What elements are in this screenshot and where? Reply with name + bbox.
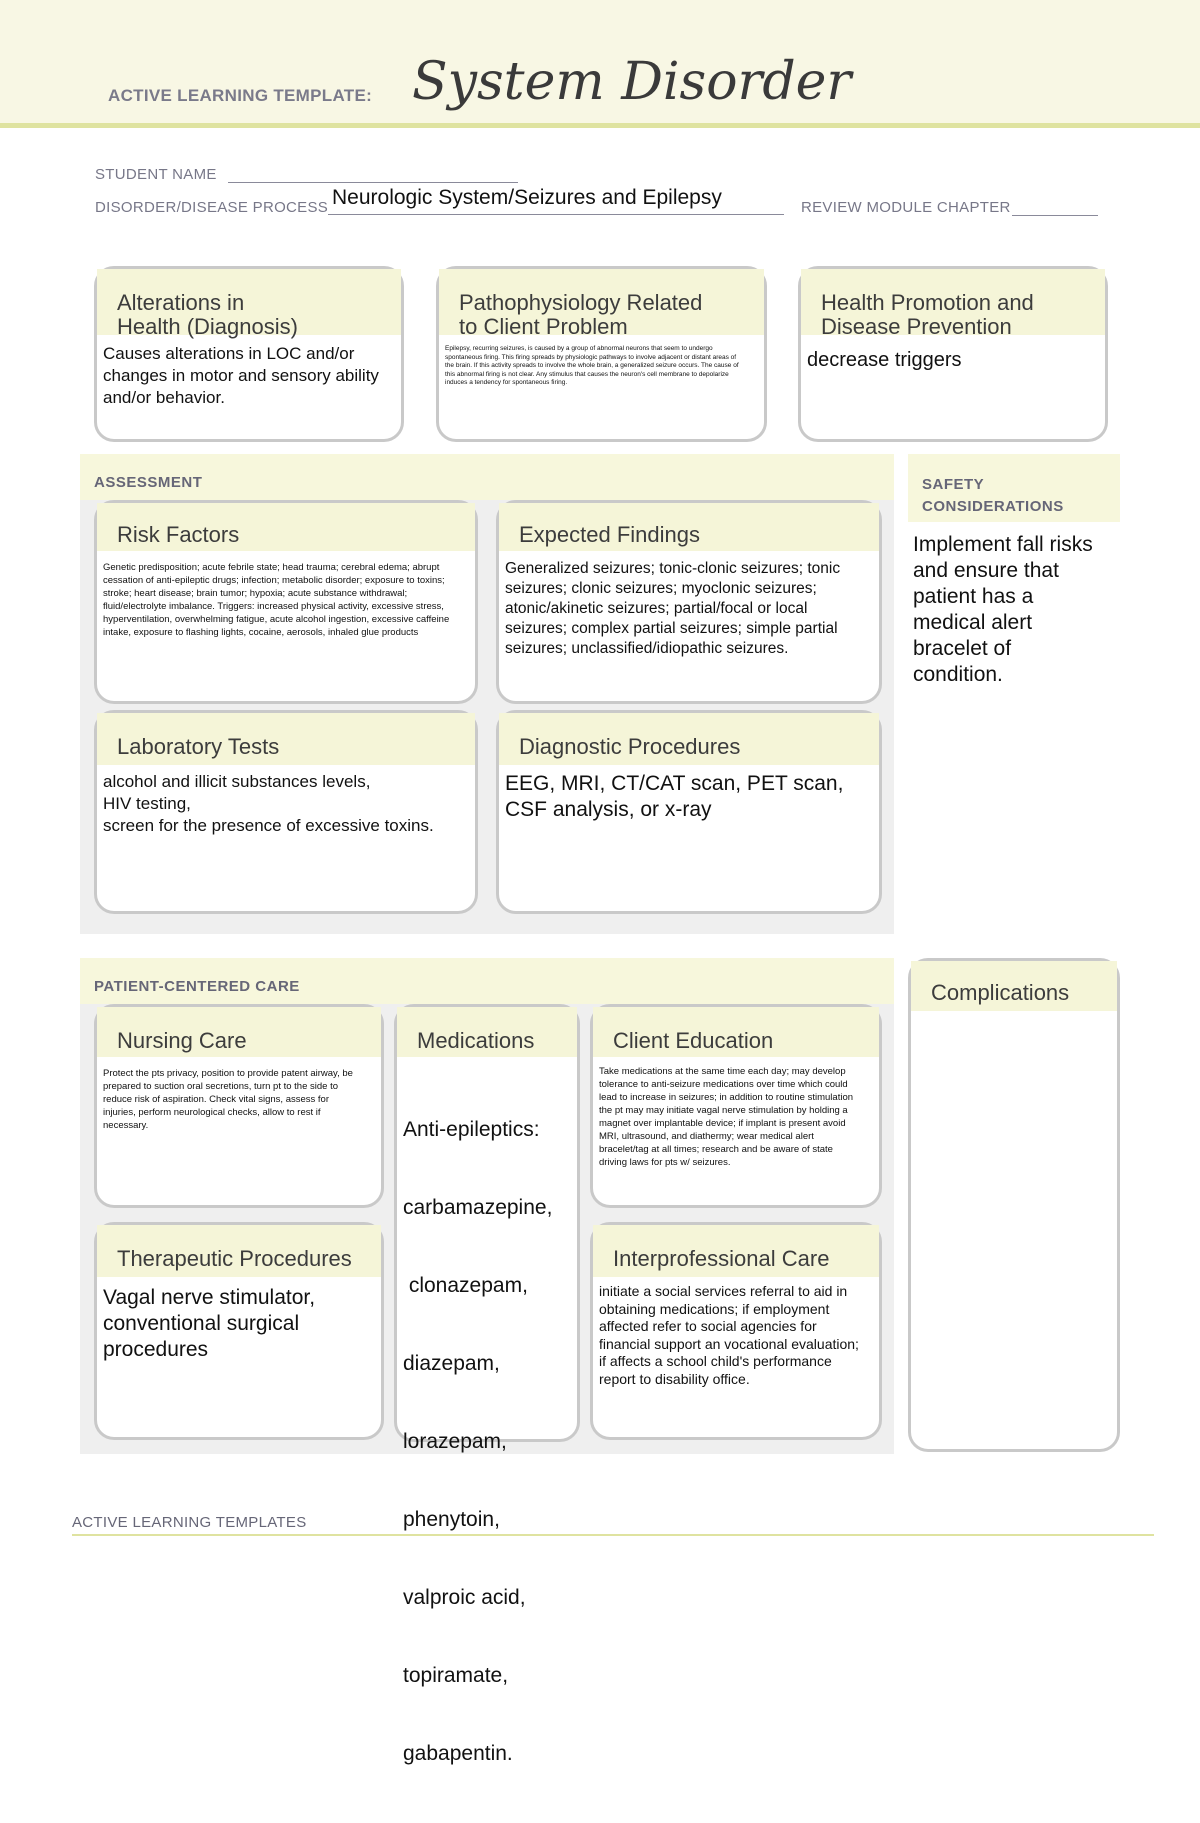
assessment-label: ASSESSMENT [94,474,203,491]
therapeutic-procedures-title: Therapeutic Procedures [97,1225,381,1277]
safety-body [908,522,1120,934]
alterations-title-line1: Alterations in [117,290,245,315]
health-promotion-header [801,269,1105,339]
medications-box [394,1004,580,1765]
expected-findings-box [496,500,882,704]
diagnostic-procedures-content[interactable]: EEG, MRI, CT/CAT scan, PET scan, CSF analysis, or x-ray [505,772,844,821]
patient-care-label: PATIENT-CENTERED CARE [94,978,300,995]
assessment-band [80,454,894,500]
medications-list[interactable] [397,1057,577,1823]
health-promotion-title-line2: Disease Prevention [821,314,1012,339]
complications-content[interactable] [911,1011,1117,1019]
complications-title: Complications [911,961,1117,1011]
laboratory-tests-title: Laboratory Tests [97,713,475,765]
medication-item: diazepam, [403,1352,500,1375]
student-name-field[interactable] [228,166,518,183]
lab-test-line: HIV testing, [103,794,191,813]
patient-care-band [80,958,894,1004]
alterations-header [97,269,401,339]
health-promotion-box [798,266,1108,442]
medication-item: Anti-epileptics: [403,1118,540,1141]
risk-factors-box [94,500,478,704]
safety-band [908,454,1120,522]
complications-box [908,958,1120,1452]
disorder-label: DISORDER/DISEASE PROCESS [95,199,329,216]
health-promotion-title-line1: Health Promotion and [821,290,1034,315]
interprofessional-care-content[interactable]: initiate a social services referral to aid in obtaining medications; if employment affected refer to social agencies for financial support an vocational evaluation; if affects a school child's performance report to disability office. [599,1283,859,1387]
expected-findings-content[interactable]: Generalized seizures; tonic-clonic seizures; tonic seizures; clonic seizures; myoclonic seizures; atonic/akinetic seizures; partial/focal or local seizures; complex partial seizures; simple partial seizures; unclassified/idiopathic seizures. [505,560,841,657]
therapeutic-procedures-box [94,1222,384,1440]
nursing-care-box [94,1004,384,1208]
medications-title: Medications [397,1007,577,1057]
alterations-title-line2: Health (Diagnosis) [117,314,298,339]
lab-test-line: alcohol and illicit substances levels, [103,772,371,791]
page-title: System Disorder [412,52,852,112]
client-education-box [590,1004,882,1208]
diagnostic-procedures-box [496,710,882,914]
risk-factors-content[interactable]: Genetic predisposition; acute febrile state; head trauma; cerebral edema; abrupt cessation of anti-epileptic drugs; infection; metabolic disorder; exposure to toxins; stroke; heart disease; brain tumor; hypoxia; acute substance withdrawal; fluid/electrolyte imbalance. Triggers: increased physical activity, excessive stress, hyperventilation, overwhelming fatigue, acute alcohol ingestion, excessive caffeine intake, exposure to flashing lights, cocaine, aerosols, inhaled glue products [103,562,450,638]
laboratory-tests-box [94,710,478,914]
health-promotion-content[interactable]: decrease triggers [807,349,962,371]
medication-item: topiramate, [403,1664,509,1687]
diagnostic-procedures-title: Diagnostic Procedures [499,713,879,765]
alterations-box [94,266,404,442]
alterations-content[interactable]: Causes alterations in LOC and/or changes in motor and sensory ability and/or behavior. [103,344,379,407]
safety-title-line2: CONSIDERATIONS [922,498,1064,515]
expected-findings-title: Expected Findings [499,503,879,551]
safety-content[interactable]: Implement fall risks and ensure that patient has a medical alert bracelet of condition. [913,533,1093,686]
pathophysiology-title-line2: to Client Problem [459,314,628,339]
pathophysiology-title-line1: Pathophysiology Related [459,290,703,315]
client-education-content[interactable]: Take medications at the same time each day; may develop tolerance to anti-seizure medications over time which could lead to increase in seizures; in addition to routine stimulation the pt may may initiate vagal nerve stimulation by holding a magnet over implantable device; if implant is present avoid MRI, ultrasound, and diathermy; wear medical alert bracelet/tag at all times; research and be aware of state driving laws for pts w/ seizures. [599,1066,854,1168]
interprofessional-care-title: Interprofessional Care [593,1225,879,1277]
pathophysiology-box [436,266,767,442]
medication-item: carbamazepine, [403,1196,553,1219]
review-module-field[interactable] [1012,199,1098,216]
interprofessional-care-box [590,1222,882,1440]
student-name-label: STUDENT NAME [95,166,217,183]
footer-label: ACTIVE LEARNING TEMPLATES [72,1514,307,1531]
template-label: ACTIVE LEARNING TEMPLATE: [108,86,373,105]
pathophysiology-header [439,269,764,339]
medication-item: clonazepam, [403,1274,528,1297]
nursing-care-title: Nursing Care [97,1007,381,1057]
disorder-field[interactable] [328,184,784,215]
safety-title-line1: SAFETY [922,476,985,493]
laboratory-tests-content[interactable] [97,765,475,841]
medication-item: valproic acid, [403,1586,526,1609]
client-education-title: Client Education [593,1007,879,1057]
review-module-label: REVIEW MODULE CHAPTER [801,199,1011,216]
risk-factors-title: Risk Factors [97,503,475,551]
medication-item: phenytoin, [403,1508,500,1531]
lab-test-line: screen for the presence of excessive toxins. [103,816,434,835]
therapeutic-procedures-content[interactable]: Vagal nerve stimulator, conventional surgical procedures [103,1286,316,1361]
disorder-value: Neurologic System/Seizures and Epilepsy [332,186,722,209]
medication-item: gabapentin. [403,1742,513,1765]
medication-item: lorazepam, [403,1430,507,1453]
footer-rule [72,1534,1154,1536]
header-rule [0,123,1200,128]
pathophysiology-content[interactable]: Epilepsy, recurring seizures, is caused by a group of abnormal neurons that seem to undergo spontaneous firing. This firing spreads by physiologic pathways to involve adjacent or distant areas of the brain. If this activity spreads to involve the whole brain, a generalized seizure occurs. The cause of this abnormal firing is not clear. Any stimulus that causes the neuron's cell membrane to depolarize induces a tendency for spontaneous firing. [445,345,739,386]
nursing-care-content[interactable]: Protect the pts privacy, position to provide patent airway, be prepared to suction oral secretions, turn pt to the side to reduce risk of aspiration. Check vital signs, assess for injuries, perform neurological checks, allow to rest if necessary. [103,1068,353,1131]
